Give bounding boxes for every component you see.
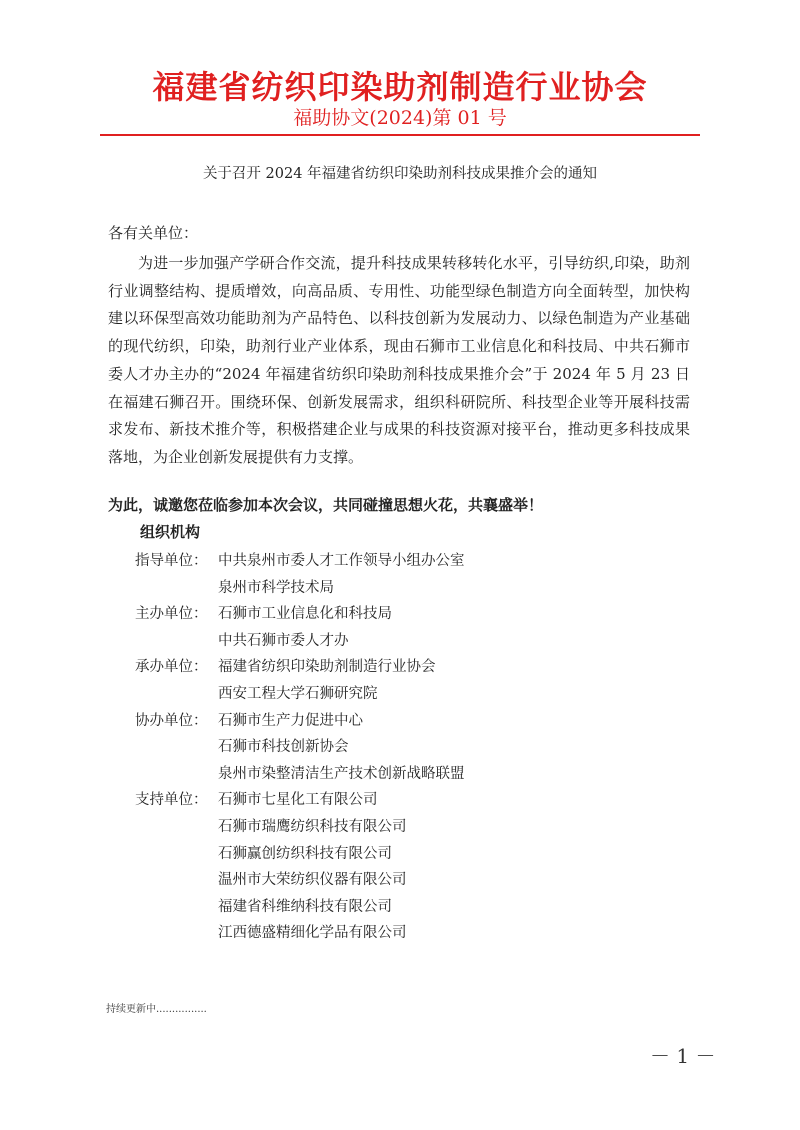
organization-unit: 石狮赢创纺织科技有限公司 [218, 845, 392, 862]
issuing-organization-name: 福建省纺织印染助剂制造行业协会 [152, 68, 648, 106]
organization-group-items [218, 654, 436, 707]
organization-group-label: 承办单位： [135, 659, 208, 676]
organization-unit: 石狮市瑞鹰纺织科技有限公司 [218, 818, 407, 835]
red-header-rule [100, 134, 700, 136]
invitation-line: 为此，诚邀您莅临参加本次会议，共同碰撞思想火花，共襄盛举！ [108, 496, 544, 514]
organization-group [135, 787, 695, 947]
page-number: － 1 － [650, 1044, 716, 1068]
organization-group-label: 指导单位： [135, 553, 208, 569]
organization-unit: 西安工程大学石狮研究院 [218, 685, 378, 702]
organization-unit: 江西德盛精细化学品有限公司 [218, 925, 407, 942]
notice-title: 关于召开 2024 年福建省纺织印染助剂科技成果推介会的通知 [202, 166, 598, 182]
organization-unit: 石狮市工业信息化和科技局 [218, 606, 392, 623]
organization-group-label: 主办单位： [135, 606, 208, 623]
organization-unit: 石狮市七星化工有限公司 [218, 792, 378, 809]
organization-unit: 福建省科维纳科技有限公司 [218, 898, 392, 915]
organization-unit: 中共泉州市委人才工作领导小组办公室 [218, 553, 465, 569]
organization-group-label: 协办单位： [135, 712, 208, 729]
organization-unit: 福建省纺织印染助剂制造行业协会 [218, 659, 436, 676]
organization-unit: 温州市大荣纺织仪器有限公司 [218, 872, 407, 889]
organization-unit: 石狮市生产力促进中心 [218, 712, 363, 729]
organization-heading: 组织机构 [140, 523, 201, 541]
organization-group [135, 708, 695, 788]
organization-group-items [218, 548, 465, 601]
organization-group-items [218, 708, 465, 788]
organization-list [135, 548, 695, 947]
notice-body-paragraph: 为进一步加强产学研合作交流，提升科技成果转移转化水平，引导纺织,印染，助剂行业调整结构、提质增效，向高品质、专用性、功能型绿色制造方向全面转型，加快构建以环保型高效功能助剂为产品特色、以科技创新为发展动力、以绿色制造为产业基础的现代纺织，印染，助剂行业产业体系，现由石狮市工业信息化和科技局、中共石狮市委人才办主办的“2024 年福建省纺织印染助剂科技成果推介会”于 2024 年 5 月 23 日在福建石狮召开。围绕环保、创新发展需求，组织科研院所、科技型企业等开展科技需求发布、新技术推介等，积极搭建企业与成果的科技资源对接平台，推动更多科技成果落地，为企业创新发展提供有力支撑。 [108, 254, 690, 466]
salutation: 各有关单位： [108, 224, 199, 242]
organization-group-label: 支持单位： [135, 792, 208, 809]
organization-unit: 中共石狮市委人才办 [218, 632, 349, 649]
organization-group-items [218, 787, 407, 947]
organization-group [135, 654, 695, 707]
organization-group-items [218, 601, 392, 654]
organization-unit: 石狮市科技创新协会 [218, 739, 349, 756]
organization-group [135, 548, 695, 601]
organization-group [135, 601, 695, 654]
update-note: 持续更新中................ [106, 1004, 207, 1015]
document-number: 福助协文(2024)第 01 号 [293, 107, 507, 129]
organization-unit: 泉州市科学技术局 [218, 579, 334, 596]
organization-unit: 泉州市染整清洁生产技术创新战略联盟 [218, 765, 465, 782]
